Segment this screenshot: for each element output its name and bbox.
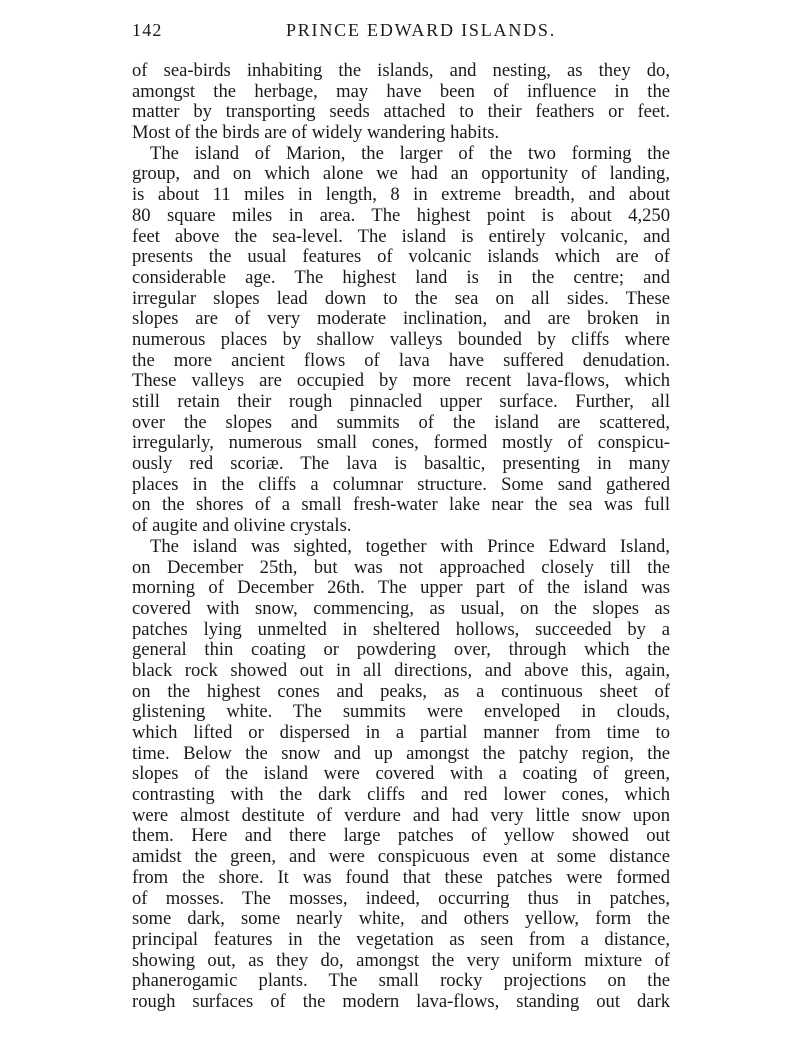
text-line: slopes of the island were covered with a coating of green, xyxy=(132,764,670,785)
text-line: principal features in the vegetation as seen from a distance, xyxy=(132,929,670,950)
text-line: patches lying unmelted in sheltered hollows, succeeded by a xyxy=(132,619,670,640)
text-line: on the shores of a small fresh-water lake near the sea was full xyxy=(132,495,670,516)
text-line: were almost destitute of verdure and had very little snow upon xyxy=(132,805,670,826)
text-line: of sea-birds inhabiting the islands, and nesting, as they do, xyxy=(132,61,670,81)
text-line: presents the usual features of volcanic islands which are of xyxy=(132,247,670,268)
text-line: glistening white. The summits were enveloped in clouds, xyxy=(132,702,670,723)
text-line: still retain their rough pinnacled upper surface. Further, all xyxy=(132,392,670,412)
text-line: numerous places by shallow valleys bounded by cliffs where xyxy=(132,329,670,350)
text-line: is about 11 miles in length, 8 in extreme breadth, and about xyxy=(132,185,670,206)
text-line: rough surfaces of the modern lava-flows, standing out dark xyxy=(132,991,670,1012)
text-line: irregularly, numerous small cones, formed mostly of conspicu- xyxy=(132,433,670,454)
text-line: general thin coating or powdering over, through which the xyxy=(132,640,670,661)
paragraph xyxy=(132,144,670,537)
text-line: them. Here and there large patches of yellow showed out xyxy=(132,826,670,847)
text-line: The island was sighted, together with Prince Edward Island, xyxy=(150,536,670,557)
text-line: amidst the green, and were conspicuous even at some distance xyxy=(132,847,670,868)
paragraph xyxy=(132,61,670,144)
text-line: from the shore. It was found that these patches were formed xyxy=(132,867,670,888)
text-line: which lifted or dispersed in a partial manner from time to xyxy=(132,723,670,743)
text-line: places in the cliffs a columnar structure. Some sand gathered xyxy=(132,474,670,495)
text-line: group, and on which alone we had an opportunity of landing, xyxy=(132,164,670,185)
body-text xyxy=(132,61,670,1013)
text-line: of mosses. The mosses, indeed, occurring thus in patches, xyxy=(132,888,670,909)
text-line: matter by transporting seeds attached to their feathers or feet. xyxy=(132,102,670,123)
text-line: Most of the birds are of widely wandering habits. xyxy=(132,123,500,144)
text-line: 80 square miles in area. The highest point is about 4,250 xyxy=(132,205,670,226)
text-line: irregular slopes lead down to the sea on all sides. These xyxy=(132,288,670,309)
text-line: the more ancient flows of lava have suffered denudation. xyxy=(132,350,670,371)
text-line: covered with snow, commencing, as usual, on the slopes as xyxy=(132,598,670,619)
paragraph xyxy=(132,537,670,1013)
text-line: These valleys are occupied by more recent lava-flows, which xyxy=(132,371,670,392)
text-line: some dark, some nearly white, and others yellow, form the xyxy=(132,909,670,930)
text-line: over the slopes and summits of the island are scattered, xyxy=(132,412,670,433)
text-line: amongst the herbage, may have been of influence in the xyxy=(132,81,670,102)
page-header xyxy=(132,20,670,46)
text-line: on December 25th, but was not approached closely till the xyxy=(132,557,670,578)
text-line: considerable age. The highest land is in the centre; and xyxy=(132,267,670,288)
text-line: on the highest cones and peaks, as a continuous sheet of xyxy=(132,681,670,702)
text-line: ously red scoriæ. The lava is basaltic, presenting in many xyxy=(132,454,670,475)
text-line: slopes are of very moderate inclination, and are broken in xyxy=(132,309,670,330)
text-line: feet above the sea-level. The island is entirely volcanic, and xyxy=(132,226,670,247)
text-line: of augite and olivine crystals. xyxy=(132,516,352,537)
text-line: The island of Marion, the larger of the two forming the xyxy=(150,143,670,164)
text-line: contrasting with the dark cliffs and red lower cones, which xyxy=(132,785,670,806)
running-head: PRINCE EDWARD ISLANDS. xyxy=(285,20,557,40)
text-line: showing out, as they do, amongst the very uniform mixture of xyxy=(132,950,670,971)
text-line: morning of December 26th. The upper part of the island was xyxy=(132,578,670,599)
text-line: black rock showed out in all directions, and above this, again, xyxy=(132,660,670,681)
text-line: phanerogamic plants. The small rocky projections on the xyxy=(132,971,670,992)
page-number: 142 xyxy=(132,20,163,40)
text-line: time. Below the snow and up amongst the patchy region, the xyxy=(132,743,670,764)
